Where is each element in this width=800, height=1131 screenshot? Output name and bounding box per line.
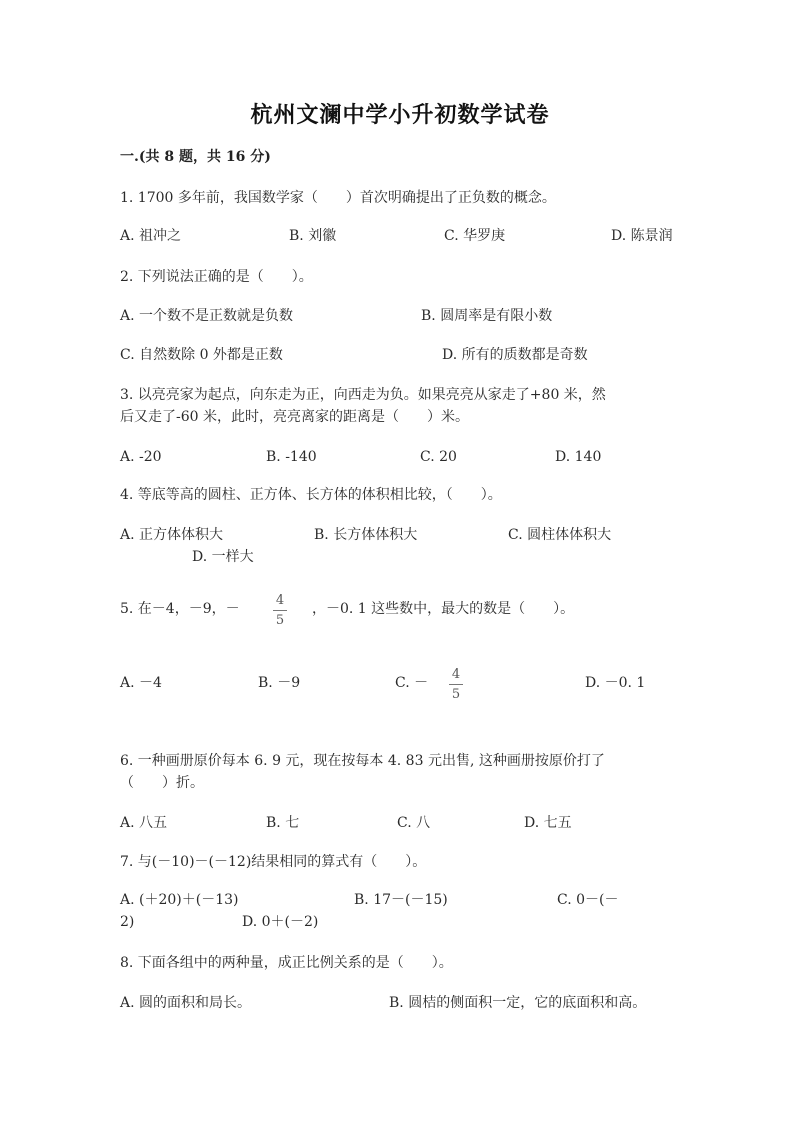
question-3-line1: 3. 以亮亮家为起点，向东走为正，向西走为负。如果亮亮从家走了+80 米，然 (120, 387, 606, 403)
option-4d: D. 一样大 (192, 549, 254, 565)
option-7c-cont: 2) (120, 914, 135, 930)
option-5d: D. －0. 1 (585, 675, 646, 691)
option-6b: B. 七 (266, 815, 300, 831)
question-3-line2: 后又走了-60 米，此时，亮亮离家的距离是（ ）米。 (120, 409, 469, 425)
option-3a: A. -20 (120, 449, 162, 465)
option-1d: D. 陈景润 (611, 228, 673, 244)
option-7a: A. (＋20)＋(－13) (120, 892, 239, 908)
question-8: 8. 下面各组中的两种量，成正比例关系的是（ ）。 (120, 955, 453, 971)
fraction-4-5-option: 4 5 (449, 667, 463, 702)
option-2d: D. 所有的质数都是奇数 (442, 347, 588, 363)
section-header: 一.(共 8 题，共 16 分) (120, 149, 271, 165)
option-7d: D. 0＋(－2) (242, 914, 319, 930)
option-5a: A. －4 (120, 675, 162, 691)
option-6c: C. 八 (397, 815, 431, 831)
option-3b: B. -140 (266, 449, 317, 465)
question-2: 2. 下列说法正确的是（ ）。 (120, 269, 313, 285)
option-2a: A. 一个数不是正数就是负数 (120, 308, 294, 324)
question-4: 4. 等底等高的圆柱、正方体、长方体的体积相比较，（ ）。 (120, 487, 502, 503)
option-6d: D. 七五 (524, 815, 572, 831)
question-5-part1: 5. 在－4，－9，－ (120, 601, 240, 617)
option-3c: C. 20 (420, 449, 457, 465)
option-5c: C. － (395, 675, 429, 691)
option-7c: C. 0－(－ (557, 892, 619, 908)
option-8a: A. 圆的面积和局长。 (120, 995, 252, 1011)
option-2b: B. 圆周率是有限小数 (421, 308, 553, 324)
option-8b: B. 圆桔的侧面积一定，它的底面积和高。 (389, 995, 647, 1011)
question-7: 7. 与(－10)－(－12)结果相同的算式有（ ）。 (120, 854, 427, 870)
option-3d: D. 140 (555, 449, 602, 465)
question-6-line1: 6. 一种画册原价每本 6. 9 元，现在按每本 4. 83 元出售, 这种画册按原价打了 (120, 753, 605, 769)
option-6a: A. 八五 (120, 815, 168, 831)
question-6-line2: （ ）折。 (120, 775, 204, 791)
option-4a: A. 正方体体积大 (120, 527, 224, 543)
option-1c: C. 华罗庚 (444, 228, 506, 244)
option-5b: B. －9 (258, 675, 301, 691)
option-1b: B. 刘徽 (289, 228, 337, 244)
option-7b: B. 17－(－15) (354, 892, 448, 908)
question-5-part2: ，－0. 1 这些数中，最大的数是（ ）。 (312, 601, 575, 617)
option-4c: C. 圆柱体体积大 (508, 527, 612, 543)
option-2c: C. 自然数除 0 外都是正数 (120, 347, 283, 363)
option-4b: B. 长方体体积大 (314, 527, 418, 543)
question-1: 1. 1700 多年前，我国数学家（ ）首次明确提出了正负数的概念。 (120, 190, 556, 206)
fraction-4-5: 4 5 (273, 593, 287, 628)
option-1a: A. 祖冲之 (120, 228, 182, 244)
page-title: 杭州文澜中学小升初数学试卷 (250, 102, 550, 128)
